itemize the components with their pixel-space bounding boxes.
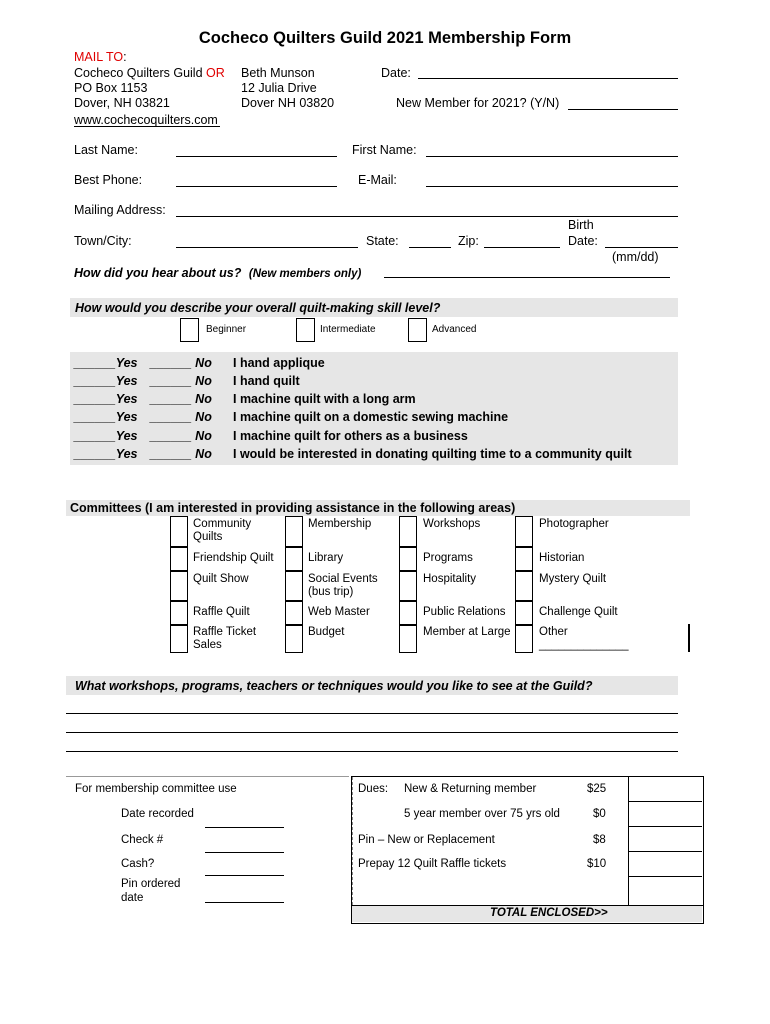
alt-addr1: 12 Julia Drive	[241, 81, 317, 95]
skill-statement: I machine quilt with a long arm	[233, 392, 416, 406]
committee-label: Challenge Quilt	[539, 606, 618, 618]
committee-checkbox[interactable]	[170, 571, 188, 601]
hear-label: How did you hear about us? (New members only)	[74, 266, 362, 280]
total-label: TOTAL ENCLOSED>>	[490, 907, 608, 919]
advanced-label: Advanced	[432, 324, 477, 335]
committee-checkbox[interactable]	[285, 547, 303, 571]
no-blank[interactable]: ______ No	[150, 392, 212, 406]
committee-label: Friendship Quilt	[193, 552, 274, 564]
dues-amount-0: $25	[587, 783, 607, 795]
skill-statement: I machine quilt for others as a business	[233, 429, 468, 443]
last-name-label: Last Name:	[74, 143, 138, 157]
cash-label: Cash?	[121, 858, 155, 870]
pin-ordered-field[interactable]	[205, 902, 284, 903]
committee-checkbox[interactable]	[515, 516, 533, 547]
committee-label: Social Events (bus trip)	[308, 573, 378, 598]
alt-addr2: Dover NH 03820	[241, 96, 335, 110]
committee-checkbox[interactable]	[170, 625, 188, 653]
email-field[interactable]	[426, 186, 678, 187]
no-blank[interactable]: ______ No	[150, 447, 212, 461]
state-field[interactable]	[409, 247, 451, 248]
committee-label: Mystery Quilt	[539, 573, 607, 585]
date-recorded-field[interactable]	[205, 827, 284, 828]
committee-label: Quilt Show	[193, 573, 249, 585]
committee-checkbox[interactable]	[170, 516, 188, 547]
date-label: Date:	[381, 66, 411, 80]
yes-blank[interactable]: ______Yes	[74, 410, 138, 424]
yes-blank[interactable]: ______Yes	[74, 374, 138, 388]
mailing-label: Mailing Address:	[74, 203, 166, 217]
dues-amount-3: $10	[587, 858, 607, 870]
date-field[interactable]	[418, 78, 678, 79]
committee-label: Budget	[308, 626, 345, 638]
committee-label: Membership	[308, 518, 372, 530]
committee-label: Hospitality	[423, 573, 477, 585]
first-name-field[interactable]	[426, 156, 678, 157]
committee-label: Other ______________	[539, 626, 629, 651]
page-title: Cocheco Quilters Guild 2021 Membership Form	[198, 29, 572, 47]
yes-blank[interactable]: ______Yes	[74, 356, 138, 370]
mail-org: Cocheco Quilters Guild OR	[74, 66, 225, 80]
skill-statement: I hand quilt	[233, 374, 300, 388]
no-blank[interactable]: ______ No	[150, 429, 212, 443]
committee-label: Programs	[423, 552, 473, 564]
dues-desc-2: Pin – New or Replacement	[358, 834, 495, 846]
no-blank[interactable]: ______ No	[150, 410, 212, 424]
intermediate-checkbox[interactable]	[296, 318, 315, 342]
mailing-field[interactable]	[176, 216, 678, 217]
committee-label: Photographer	[539, 518, 609, 530]
committee-checkbox[interactable]	[399, 625, 417, 653]
intermediate-label: Intermediate	[320, 324, 376, 335]
guild-website-link[interactable]: www.cochecoquilters.com	[74, 113, 218, 127]
committee-checkbox[interactable]	[399, 516, 417, 547]
workshops-question: What workshops, programs, teachers or techniques would you like to see at the Guild?	[75, 679, 593, 693]
beginner-label: Beginner	[206, 324, 247, 335]
committee-checkbox[interactable]	[515, 625, 533, 653]
check-label: Check #	[121, 834, 164, 846]
committee-label: Community Quilts	[193, 518, 252, 543]
committee-label: Web Master	[308, 606, 370, 618]
hear-field[interactable]	[384, 277, 670, 278]
dues-amount-2: $8	[593, 834, 606, 846]
phone-field[interactable]	[176, 186, 337, 187]
birth-date-label: Date:	[568, 234, 598, 248]
committee-checkbox[interactable]	[399, 571, 417, 601]
committee-checkbox[interactable]	[399, 547, 417, 571]
phone-label: Best Phone:	[74, 173, 143, 187]
pin-ordered-label: Pin ordered date	[121, 878, 181, 904]
committee-label: Public Relations	[423, 606, 506, 618]
committees-heading: Committees (I am interested in providing assistance in the following areas)	[70, 501, 516, 515]
town-field[interactable]	[176, 247, 358, 248]
committee-label: Raffle Ticket Sales	[193, 626, 257, 651]
committee-label: Workshops	[423, 518, 481, 530]
new-member-field[interactable]	[568, 109, 678, 110]
dues-desc-0: New & Returning member	[404, 783, 537, 795]
beginner-checkbox[interactable]	[180, 318, 199, 342]
no-blank[interactable]: ______ No	[150, 356, 212, 370]
committee-checkbox[interactable]	[285, 625, 303, 653]
committee-checkbox[interactable]	[285, 571, 303, 601]
dues-desc-3: Prepay 12 Quilt Raffle tickets	[358, 858, 507, 870]
no-blank[interactable]: ______ No	[150, 374, 212, 388]
yes-blank[interactable]: ______Yes	[74, 392, 138, 406]
mail-addr1: PO Box 1153	[74, 81, 148, 95]
committee-checkbox[interactable]	[285, 601, 303, 625]
workshops-line-2[interactable]	[66, 732, 678, 733]
skill-statement: I would be interested in donating quilting time to a community quilt	[233, 447, 632, 461]
committee-checkbox[interactable]	[399, 601, 417, 625]
skill-question: How would you describe your overall quilt-making skill level?	[75, 301, 441, 315]
committee-label: Raffle Quilt	[193, 606, 250, 618]
state-label: State:	[366, 234, 399, 248]
skill-statement: I hand applique	[233, 356, 325, 370]
zip-label: Zip:	[458, 234, 479, 248]
yes-blank[interactable]: ______Yes	[74, 429, 138, 443]
yes-blank[interactable]: ______Yes	[74, 447, 138, 461]
dues-desc-1: 5 year member over 75 yrs old	[404, 808, 560, 820]
workshops-line-3[interactable]	[66, 751, 678, 752]
committee-label: Member at Large	[423, 626, 511, 638]
mail-to-label: MAIL TO:	[74, 50, 127, 64]
email-label: E-Mail:	[358, 173, 397, 187]
committee-checkbox[interactable]	[285, 516, 303, 547]
committee-checkbox[interactable]	[515, 571, 533, 601]
zip-field[interactable]	[484, 247, 560, 248]
skill-statement: I machine quilt on a domestic sewing machine	[233, 410, 509, 424]
birth-date-field[interactable]	[605, 247, 678, 248]
birth-label: Birth	[568, 218, 594, 232]
first-name-label: First Name:	[352, 143, 417, 157]
committee-label: Historian	[539, 552, 585, 564]
new-member-label: New Member for 2021? (Y/N)	[396, 96, 560, 110]
committee-checkbox[interactable]	[515, 601, 533, 625]
town-label: Town/City:	[74, 234, 132, 248]
alt-name: Beth Munson	[241, 66, 315, 80]
cash-field[interactable]	[205, 875, 284, 876]
dues-box	[351, 776, 704, 924]
committee-checkbox[interactable]	[515, 547, 533, 571]
committee-use-heading: For membership committee use	[75, 783, 237, 795]
committee-label: Library	[308, 552, 344, 564]
committee-checkbox[interactable]	[170, 547, 188, 571]
dues-amount-1: $0	[593, 808, 606, 820]
workshops-line-1[interactable]	[66, 713, 678, 714]
check-field[interactable]	[205, 852, 284, 853]
dues-label: Dues:	[358, 783, 389, 795]
mmdd-hint: (mm/dd)	[612, 250, 659, 264]
mail-addr2: Dover, NH 03821	[74, 96, 170, 110]
committee-checkbox[interactable]	[170, 601, 188, 625]
advanced-checkbox[interactable]	[408, 318, 427, 342]
last-name-field[interactable]	[176, 156, 337, 157]
date-recorded-label: Date recorded	[121, 808, 194, 820]
